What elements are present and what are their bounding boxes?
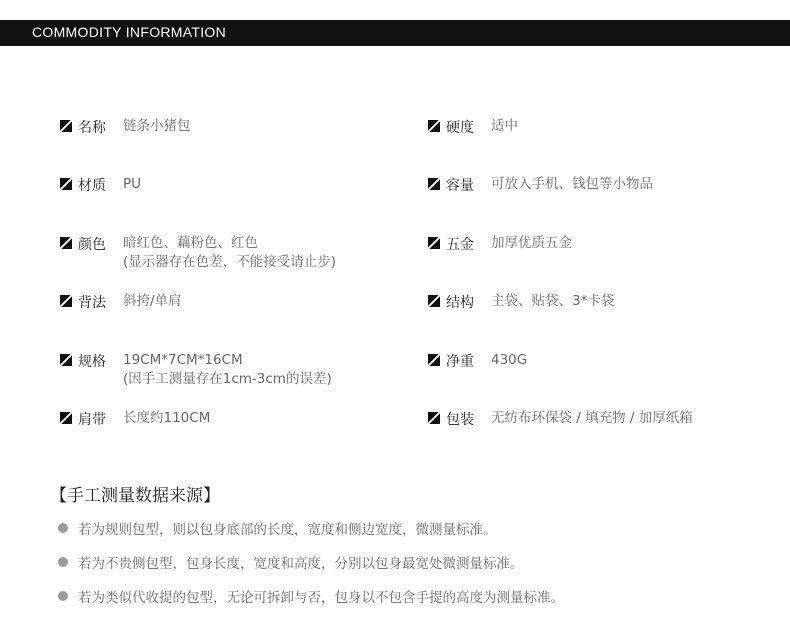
- header-bar: [0, 20, 790, 46]
- spec-label: 包装: [446, 412, 474, 428]
- spec-item-name: [60, 117, 191, 137]
- note-text: 若为规则包型，则以包身底部的长度，宽度和侧边宽度，微测量标准。: [78, 522, 497, 538]
- note-text: 若为类似代收提的包型，无论可拆卸与否，包身以不包含手提的高度为测量标准。: [78, 590, 564, 606]
- spec-item-capacity: [428, 175, 653, 195]
- measurement-note: [58, 518, 497, 538]
- square-bullet-icon: [428, 354, 440, 366]
- note-text: 若为不贵侧包型，包身长度，宽度和高度，分别以包身最宽处微测量标准。: [78, 556, 524, 572]
- bullet-dot-icon: [58, 591, 68, 601]
- square-bullet-icon: [428, 412, 440, 424]
- spec-value: PU: [123, 176, 142, 192]
- spec-item-hardness: [428, 117, 518, 137]
- spec-value-main: 19CM*7CM*16CM: [123, 352, 243, 368]
- square-bullet-icon: [428, 120, 440, 132]
- spec-value: 430G: [491, 352, 528, 368]
- square-bullet-icon: [60, 178, 72, 190]
- spec-value: 斜挎/单肩: [123, 293, 182, 309]
- bullet-dot-icon: [58, 557, 68, 567]
- square-bullet-icon: [60, 295, 72, 307]
- spec-item-color: [60, 234, 336, 272]
- spec-value: 主袋、贴袋、3*卡袋: [491, 293, 615, 309]
- spec-label: 规格: [78, 354, 106, 370]
- square-bullet-icon: [60, 237, 72, 249]
- spec-label: 结构: [446, 295, 474, 311]
- spec-item-structure: [428, 292, 614, 312]
- spec-label: 五金: [446, 237, 474, 253]
- spec-value: 长度约110CM: [123, 410, 211, 426]
- spec-label: 硬度: [446, 120, 474, 136]
- spec-item-material: [60, 175, 141, 195]
- square-bullet-icon: [428, 295, 440, 307]
- square-bullet-icon: [60, 412, 72, 424]
- square-bullet-icon: [428, 237, 440, 249]
- spec-value-note: (因手工测量存在1cm-3cm的误差): [123, 371, 332, 387]
- bullet-dot-icon: [58, 523, 68, 533]
- square-bullet-icon: [60, 354, 72, 366]
- measurement-note: [58, 586, 564, 606]
- spec-item-carry: [60, 292, 182, 312]
- spec-value: 可放入手机、钱包等小物品: [491, 176, 653, 192]
- spec-value: [123, 351, 332, 389]
- header-title: COMMODITY INFORMATION: [32, 24, 226, 40]
- spec-item-hardware: [428, 234, 572, 254]
- spec-label: 肩带: [78, 412, 106, 428]
- spec-item-strap: [60, 409, 210, 429]
- square-bullet-icon: [60, 120, 72, 132]
- spec-value: 适中: [491, 118, 518, 134]
- spec-label: 背法: [78, 295, 106, 311]
- measurement-section-title: 【手工测量数据来源】: [50, 486, 220, 506]
- spec-value: 链条小猪包: [123, 118, 191, 134]
- spec-item-weight: [428, 351, 527, 371]
- spec-value-main: 暗红色、藕粉色、红色: [123, 235, 258, 251]
- spec-label: 材质: [78, 178, 106, 194]
- spec-value: [123, 234, 336, 272]
- square-bullet-icon: [428, 178, 440, 190]
- spec-label: 容量: [446, 178, 474, 194]
- spec-label: 净重: [446, 354, 474, 370]
- spec-item-packaging: [428, 409, 693, 429]
- spec-item-size: [60, 351, 332, 389]
- spec-value: 无纺布环保袋 / 填充物 / 加厚纸箱: [491, 410, 693, 426]
- spec-value: 加厚优质五金: [491, 235, 572, 251]
- measurement-note: [58, 552, 524, 572]
- spec-label: 颜色: [78, 237, 106, 253]
- spec-value-note: (显示器存在色差，不能接受请止步): [123, 254, 337, 270]
- spec-label: 名称: [78, 120, 106, 136]
